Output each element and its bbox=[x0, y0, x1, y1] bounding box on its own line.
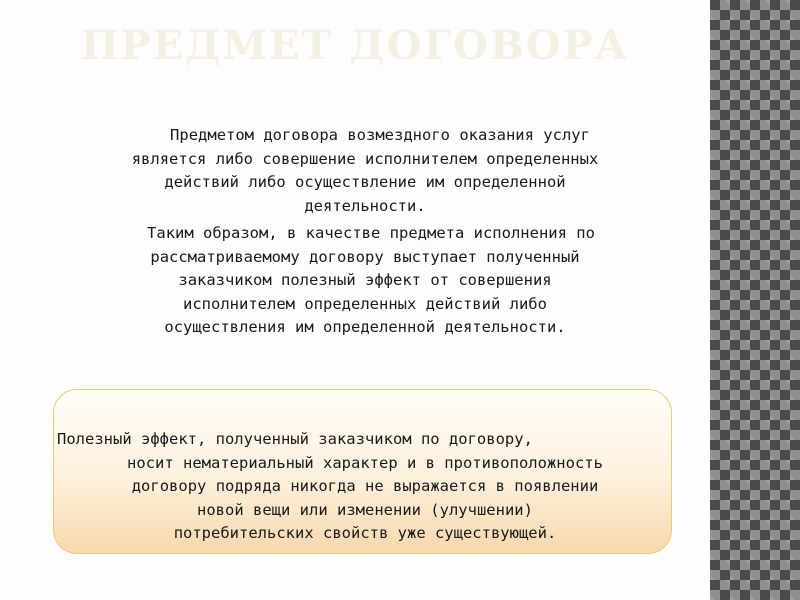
paragraph-line: заказчиком полезный эффект от совершения bbox=[178, 271, 552, 289]
paragraph-subject-definition bbox=[50, 124, 680, 218]
paragraph-line: Предметом договора возмездного оказания услуг bbox=[170, 126, 590, 144]
paragraph-line: исполнителем определенных действий либо bbox=[183, 294, 547, 313]
slide-title: ПРЕДМЕТ ДОГОВОРА bbox=[80, 22, 630, 69]
paragraph-line: осуществления им определенной деятельности. bbox=[164, 318, 566, 336]
paragraph-line: действий либо осуществление им определенной bbox=[164, 173, 566, 191]
callout-line: потребительских свойств уже существующей. bbox=[173, 524, 557, 542]
paragraph-line: Таким образом, в качестве предмета исполнения по bbox=[147, 224, 595, 242]
decorative-side-pattern bbox=[710, 0, 800, 600]
paragraph-line: является либо совершение исполнителем определенных bbox=[131, 149, 599, 168]
paragraph-conclusion bbox=[50, 222, 680, 340]
callout-text bbox=[55, 428, 675, 546]
callout-line: Полезный эффект, полученный заказчиком по договору, bbox=[57, 430, 533, 448]
callout-line: договору подряда никогда не выражается в появлении bbox=[131, 477, 599, 495]
paragraph-line: деятельности. bbox=[304, 196, 426, 215]
callout-line: носит нематериальный характер и в противоположность bbox=[127, 453, 603, 472]
paragraph-line: рассматриваемому договору выступает полученный bbox=[150, 247, 580, 266]
callout-line: новой вещи или изменении (улучшении) bbox=[197, 500, 533, 519]
